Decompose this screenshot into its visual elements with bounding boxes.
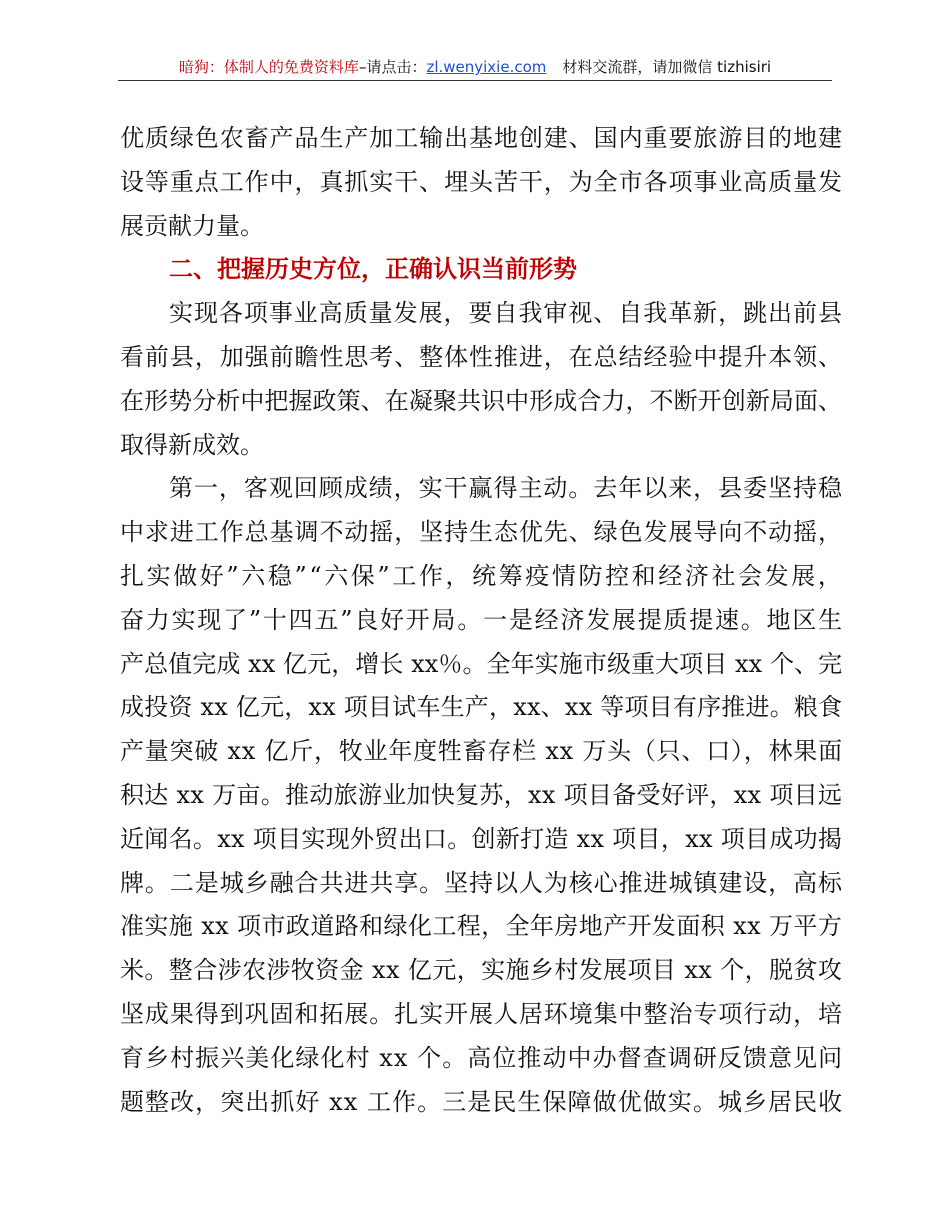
text-line: [120, 599, 842, 643]
text-line: [120, 292, 842, 336]
text-line: [120, 949, 842, 993]
text-line: [120, 555, 845, 599]
header-prompt: –请点击：: [358, 58, 427, 76]
section-heading: 二、把握历史方位，正确认识当前形势: [169, 255, 577, 284]
line-text: 扎实做好”六稳”“六保”工作，统筹疫情防控和经济社会发展，: [120, 561, 845, 590]
line-text: 育乡村振兴美化绿化村 xx 个。高位推动中办督查调研反馈意见问: [120, 1043, 844, 1072]
text-line: [120, 205, 842, 249]
header-link[interactable]: zl.wenyixie.com: [426, 58, 547, 76]
text-line: [120, 117, 842, 161]
line-text: 产量突破 xx 亿斤，牧业年度牲畜存栏 xx 万头（只、口），林果面: [120, 737, 843, 766]
line-text: 准实施 xx 项市政道路和绿化工程，全年房地产开发面积 xx 万平方: [120, 912, 843, 941]
line-text: 优质绿色农畜产品生产加工输出基地创建、国内重要旅游目的地建: [120, 124, 843, 152]
text-line: [120, 730, 842, 774]
line-text: 题整改，突出抓好 xx 工作。三是民生保障做优做实。城乡居民收: [120, 1087, 844, 1116]
text-line: [120, 993, 842, 1037]
text-line: [120, 818, 842, 862]
line-text: 取得新成效。: [120, 430, 264, 459]
line-text: 坚成果得到巩固和拓展。扎实开展人居环境集中整治专项行动，培: [120, 999, 843, 1028]
page-header: [118, 54, 832, 81]
line-text: 在形势分析中把握政策、在凝聚共识中形成合力，不断开创新局面、: [120, 386, 843, 415]
document-body: [120, 117, 845, 1124]
text-line: [120, 862, 842, 906]
text-line: [120, 467, 842, 511]
header-group-info: 材料交流群，请加微信 tizhisiri: [562, 58, 772, 76]
line-text: 产总值完成 xx 亿元，增长 xx％。全年实施市级重大项目 xx 个、完: [120, 649, 843, 678]
paragraph-2: [120, 292, 842, 467]
line-text: 米。整合涉农涉牧资金 xx 亿元，实施乡村发展项目 xx 个，脱贫攻: [120, 956, 843, 985]
paragraph-1: [120, 117, 842, 248]
text-line: [120, 905, 842, 949]
text-line: [120, 1081, 842, 1125]
header-brand: 暗狗：体制人的免费资料库: [178, 58, 359, 76]
line-text: 实现各项事业高质量发展，要自我审视、自我革新，跳出前县: [169, 299, 843, 328]
line-text: 展贡献力量。: [120, 211, 264, 240]
line-text: 成投资 xx 亿元，xx 项目试车生产，xx、xx 等项目有序推进。粮食: [120, 693, 843, 722]
line-text: 中求进工作总基调不动摇，坚持生态优先、绿色发展导向不动摇，: [120, 518, 843, 547]
text-line: [120, 1037, 842, 1081]
line-text: 设等重点工作中，真抓实干、埋头苦干，为全市各项事业高质量发: [120, 167, 843, 196]
text-line: [120, 643, 842, 687]
line-text: 牌。二是城乡融合共进共享。坚持以人为核心推进城镇建设，高标: [120, 868, 843, 897]
line-text: 积达 xx 万亩。推动旅游业加快复苏，xx 项目备受好评，xx 项目远: [120, 780, 843, 809]
line-text: 近闻名。xx 项目实现外贸出口。创新打造 xx 项目，xx 项目成功揭: [120, 824, 843, 853]
line-text: 奋力实现了”十四五”良好开局。一是经济发展提质提速。地区生: [120, 605, 844, 634]
paragraph-3: [120, 467, 845, 1124]
line-text: 第一，客观回顾成绩，实干赢得主动。去年以来，县委坚持稳: [169, 474, 843, 503]
text-line: [120, 511, 842, 555]
text-line: [120, 774, 842, 818]
text-line: [120, 336, 842, 380]
text-line: [120, 424, 842, 468]
line-text: 看前县，加强前瞻性思考、整体性推进，在总结经验中提升本领、: [120, 342, 843, 371]
text-line: [120, 161, 842, 205]
text-line: [120, 686, 842, 730]
text-line: [120, 380, 842, 424]
